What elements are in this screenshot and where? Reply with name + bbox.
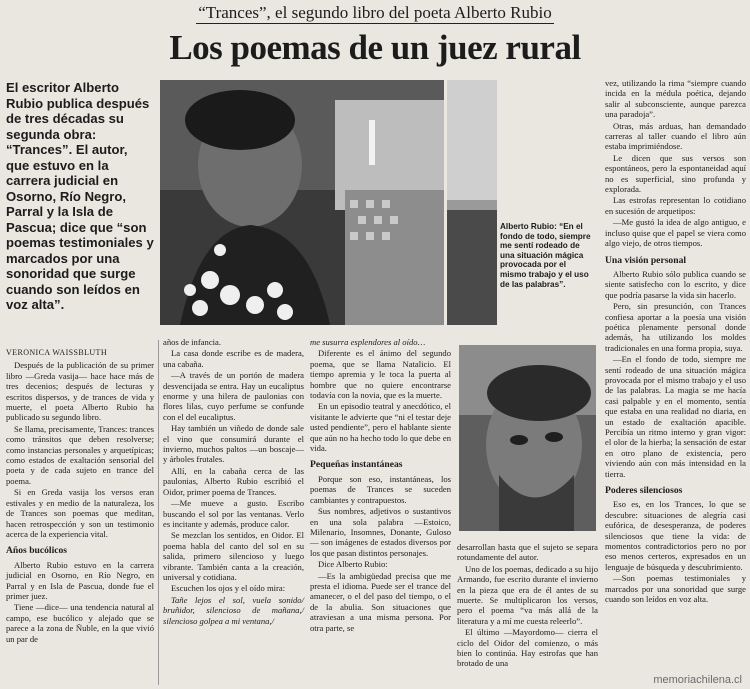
paragraph: Alberto Rubio sólo publica cuando se siente satisfecho con lo escrito, y dice que podría pasarse la vida sin hacerlo. (605, 268, 746, 300)
poem-quote: Tañe lejos el sol, vuela sonido/ bruñidor, silencioso de mañana,/ silencioso golpea a mi ventana,/ (163, 594, 304, 626)
paragraph: —En el fondo de todo, siempre me sentí rodeado de una situación mágica provocada por el mismo trabajo y el uso de las palabras. La magia se me hacía casi palpable y en el momento, sentía que estaba en una realidad no diaria, en un estado de exaltación apacible. Percibía un ritmo interno y gran vigor: el olor de la hierba; la sensación de estar en otro plano de existencia, pero viviendo aún con más intensidad en la tierra. (605, 354, 746, 479)
main-photo-image (160, 80, 444, 325)
paragraph: Se mezclan los sentidos, en Oidor. El poema habla del canto del sol en su salida, primero silencioso y luego vibrante. También canta a la creación, universal y cotidiana. (163, 530, 304, 582)
headline: Los poemas de un juez rural (169, 28, 581, 67)
portrait-photo-image (459, 345, 596, 531)
watermark: memoriachilena.cl (653, 674, 742, 686)
paragraph: Pero, sin presunción, con Trances confiesa aportar a la poesía una visión poética plenamente personal donde además, ha utilizando los moldes tradicionales en una forma propia, suya. (605, 301, 746, 353)
subheading: Una visión personal (605, 254, 687, 266)
side-photo-image (447, 80, 497, 325)
column-rule (158, 340, 159, 685)
subheading: Pequeñas instantáneas (310, 459, 403, 471)
poem-quote: me susurra esplendores al oído… (310, 337, 426, 347)
paragraph: Escuchen los ojos y el oído mira: (171, 583, 286, 594)
paragraph: desarrollan hasta que el sujeto se separa rotundamente del autor. (457, 542, 598, 563)
paragraph: —Es la ambigüedad precisa que me presta el idioma. Puede ser el trance del amanecer, o el del paso del tiempo, o el de la abulia. Son situaciones que atraviesan a una misma persona. Por otra parte, se (310, 570, 451, 633)
paragraph: En un episodio teatral y anecdótico, el visitante le advierte que “ni el testar deje usted pendiente”, pero el hablante siente que aún no ha hecho todo lo que debe en vida. (310, 401, 451, 454)
paragraph: —Me gustó la idea de algo antiguo, e incluso quise que el papel se viera como algo viejo, de otros tiempos. (605, 217, 746, 249)
column-3 (310, 337, 451, 634)
paragraph: Alberto Rubio estuvo en la carrera judicial en Osorno, en Río Negro, en Parral y en Isla de Pascua, donde fue el primer juez. (6, 559, 154, 601)
paragraph: —Me mueve a gusto. Escribo buscando el sol por las ventanas. Verlo es incitante y además, produce calor. (163, 498, 304, 529)
paragraph: Si en Greda vasija los versos eran estivales y en medio de la naturaleza, los de Trances son poemas que meditan, hacen retrospección y son un testimonio acerca de la experiencia vital. (6, 487, 154, 539)
paragraph: Las estrofas representan lo cotidiano en sucesión de arquetipos: (605, 195, 746, 216)
kicker: “Trances”, el segundo libro del poeta Alberto Rubio (198, 3, 552, 22)
column-2 (163, 337, 304, 627)
byline: VERONICA WAISSBLUTH (6, 348, 108, 357)
paragraph: Después de la publicación de su primer libro —Greda vasija— hace hace más de tres decenios; después de lecturas y escritos dispersos, y de trances de vida y muerte, el poeta Alberto Rubio ha publicado su segundo libro. (6, 360, 154, 423)
paragraph: Tiene —dice— una tendencia natural al campo, ese bucólico y alejado que se parece a la zona de Ñuble, en la que vivió un par de (6, 602, 154, 644)
paragraph: —A través de un portón de madera desvencijada se entra. Hay un eucaliptus enorme y una hilera de paulonias con flores lilas, cuyo perfume se confunde con el del eucaliptus. (163, 370, 304, 422)
paragraph: El último —Mayordomo— cierra el ciclo del Oidor del comienzo, o más bien lo continúa. Hay estrofas que han brotado de una (457, 627, 598, 669)
paragraph: Se llama, precisamente, Trances: trances como tránsitos que deben resolverse; como instancias personales y arquetípicas; como estados de exaltación sensorial del poeta y de cada sujeto en trance del poema. (6, 423, 154, 486)
photo-caption: Alberto Rubio: “En el fondo de todo, siempre me sentí rodeado de una situación mágica provocada por el mismo trabajo y el uso de las palabras”. (500, 222, 591, 289)
paragraph: Hay también un viñedo de donde sale el vino que consumirá durante el invierno, muchos paltos —un boscaje— y árboles frutales. (163, 423, 304, 465)
paragraph: vez, utilizando la rima “siempre cuando incida en la médula poética, dejando salir al subconsciente, aunque parezca una paradoja”. (605, 78, 746, 120)
subheading: Poderes silenciosos (605, 485, 683, 497)
subheading: Años bucólicos (6, 545, 68, 557)
paragraph: Le dicen que sus versos son espontáneos, pero la espontaneidad aquí no es superficial, sino profunda y explorada. (605, 152, 746, 195)
main-photo (160, 80, 444, 325)
paragraph: Otras, más arduas, han demandado carreras al taller cuando el libro aún estaba imprimiéndose. (605, 120, 746, 152)
kicker-rule (196, 23, 554, 24)
deck: El escritor Alberto Rubio publica después de tres décadas su segunda obra: “Trances”. El autor, que estuvo en la carrera judicial en Osorno, Río Negro, Parral y la Isla de Pascua; dice que “son poemas testimoniales y marcados por una sonoridad que surge cuando son leídos en voz alta”. (6, 80, 154, 312)
side-photo-strip (447, 80, 497, 325)
paragraph: La casa donde escribe es de madera, una cabaña. (163, 348, 304, 369)
paragraph: Uno de los poemas, dedicado a su hijo Armando, fue escrito durante el invierno en la pieza que era de él antes de su muerte. Se multiplicaron los versos, pero el poema “va más allá de la literatura y a mí me cuesta releerlo”. (457, 563, 598, 626)
column-1 (6, 348, 154, 645)
paragraph: Dice Alberto Rubio: (318, 559, 388, 570)
column-4 (457, 542, 598, 670)
portrait-photo (459, 345, 596, 531)
column-5 (605, 78, 746, 606)
paragraph: —Son poemas testimoniales y marcados por una sonoridad que surge cuando son leídos en voz alta. (605, 573, 746, 605)
paragraph: años de infancia. (163, 337, 221, 347)
paragraph: Porque son eso, instantáneas, los poemas de Trances se suceden cambiantes y contrapuestos. (310, 473, 451, 505)
paragraph: Eso es, en los Trances, lo que se descubre: situaciones de alegría casi eufórica, de desesperanza, de poderes silenciosos que tiene la vida: de momentos contradictorios pero no por eso menos certeros, expresados en un lenguaje de búsqueda y descubrimiento. (605, 499, 746, 572)
paragraph: Diferente es el ánimo del segundo poema, que se llama Natalicio. El tiempo apremia y le toca la puerta al hombre que no quiere encontrarse todavía con la novia, que es la muerte. (310, 348, 451, 401)
paragraph: Sus nombres, adjetivos o sustantivos en una sola palabra —Estoico, Milenario, Insomnes, Donante, Guloso— son imágenes de estados diversos por los que pasan distintos personajes. (310, 506, 451, 558)
paragraph: Allí, en la cabaña cerca de las paulonias, Alberto Rubio escribió el Oidor, primer poema de Trances. (163, 465, 304, 497)
